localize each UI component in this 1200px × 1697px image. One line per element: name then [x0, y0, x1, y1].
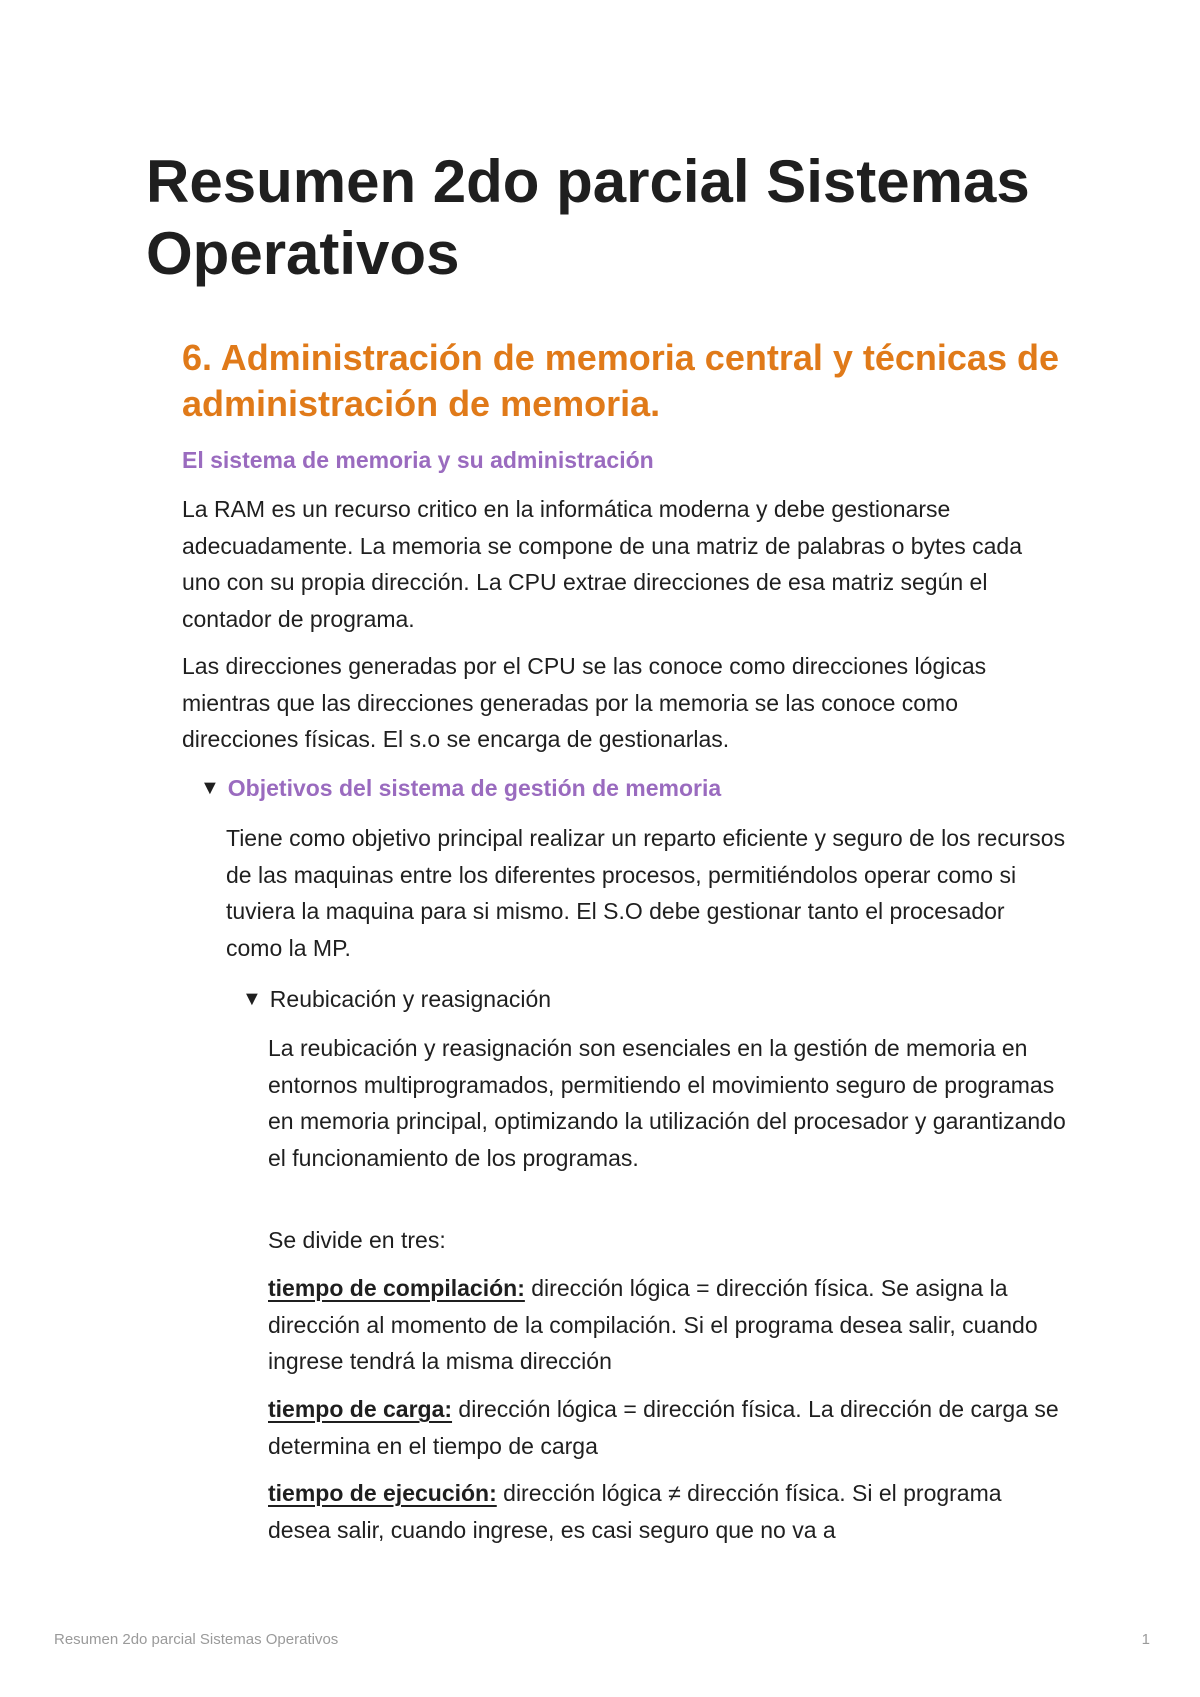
list-item-compilacion: [268, 1270, 1068, 1380]
toggle-arrow-icon[interactable]: ▼: [242, 988, 262, 1010]
footer-title: Resumen 2do parcial Sistemas Operativos: [54, 1631, 339, 1648]
section-heading: 6. Administración de memoria central y técnicas de administración de memoria.: [182, 337, 1059, 424]
paragraph-objetivos: Tiene como objetivo principal realizar un reparto eficiente y seguro de los recursos de las maquinas entre los diferentes procesos, permitiéndolos operar como si tuviera la maquina para si mismo. El S.O debe gestionar tanto el procesador como la MP.: [226, 825, 1066, 961]
paragraph-ram: La RAM es un recurso critico en la informática moderna y debe gestionarse adecuadamente. La memoria se compone de una matriz de palabras o bytes cada uno con su propia dirección. La CPU extrae direcciones de esa matriz según el contador de programa.: [182, 496, 1023, 632]
paragraph-direcciones: Las direcciones generadas por el CPU se las conoce como direcciones lógicas mientras que las direcciones generadas por la memoria se las conoce como direcciones físicas. El s.o se encarga de gestionarlas.: [182, 653, 987, 752]
text-ejecucion: dirección lógica ≠ dirección física. Si el programa desea salir, cuando ingrese, es casi seguro que no va a: [268, 1480, 1002, 1543]
term-carga: tiempo de carga:: [268, 1396, 453, 1422]
toggle-reubicacion[interactable]: [242, 983, 551, 1015]
document-title: Resumen 2do parcial Sistemas Operativos: [146, 148, 1030, 287]
list-item-carga: [268, 1391, 1068, 1464]
toggle-arrow-icon[interactable]: ▼: [200, 777, 220, 799]
text-carga: dirección lógica = dirección física. La dirección de carga se determina en el tiempo de carga: [268, 1396, 1059, 1459]
term-ejecucion: tiempo de ejecución:: [268, 1480, 497, 1506]
text-compilacion: dirección lógica = dirección física. Se asigna la dirección al momento de la compilación. Si el programa desea salir, cuando ingrese tendrá la misma dirección: [268, 1275, 1038, 1374]
paragraph-intro: Se divide en tres:: [268, 1227, 446, 1253]
list-item-ejecucion: [268, 1475, 1068, 1548]
page-number: 1: [1141, 1631, 1150, 1648]
paragraph-reubicacion: La reubicación y reasignación son esenciales en la gestión de memoria en entornos multiprogramados, permitiendo el movimiento seguro de programas en memoria principal, optimizando la utilización del procesador y garantizando el funcionamiento de los programas.: [268, 1035, 1066, 1171]
toggle-objetivos[interactable]: [200, 772, 721, 804]
toggle-reubicacion-label: Reubicación y reasignación: [269, 986, 552, 1012]
term-compilacion: tiempo de compilación:: [268, 1275, 525, 1301]
section-subheading: El sistema de memoria y su administración: [182, 447, 654, 473]
toggle-objetivos-label: Objetivos del sistema de gestión de memoria: [227, 775, 722, 801]
